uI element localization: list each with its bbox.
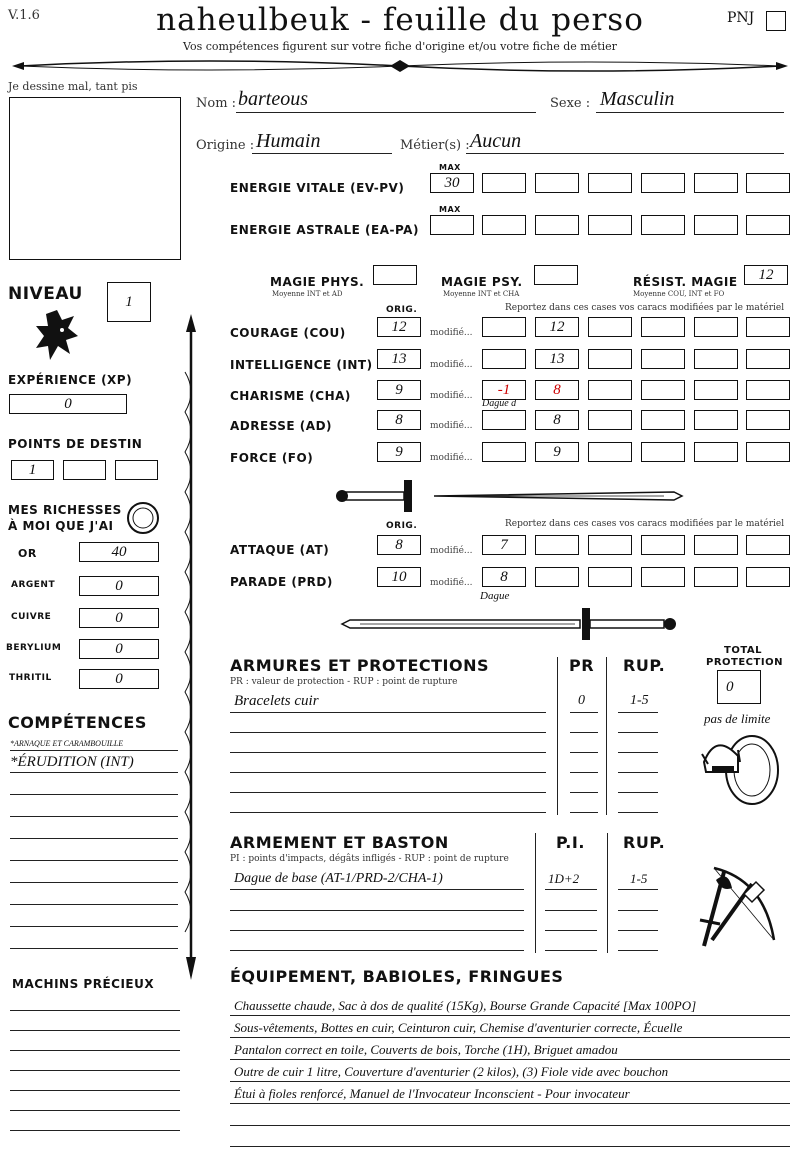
- modif-label: modifié...: [430, 453, 473, 463]
- modif-label: modifié...: [430, 328, 473, 338]
- ea-slot[interactable]: [641, 215, 685, 235]
- armure-line: [570, 812, 598, 813]
- sexe-label: Sexe :: [550, 96, 591, 111]
- combat-slot[interactable]: [641, 535, 685, 555]
- machins-line: [10, 1010, 180, 1011]
- carac-label: CHARISME (CHA): [230, 389, 351, 403]
- ev-slot[interactable]: [482, 173, 526, 193]
- carac-after[interactable]: 9: [535, 442, 579, 462]
- equipement-line: [230, 1015, 790, 1016]
- xp-value[interactable]: 0: [9, 394, 127, 414]
- carac-label: INTELLIGENCE (INT): [230, 358, 373, 372]
- carac-slot[interactable]: [694, 442, 738, 462]
- carac-mod[interactable]: [482, 410, 526, 430]
- carac-slot[interactable]: [746, 442, 790, 462]
- arme-line: [618, 910, 658, 911]
- ea-max-value[interactable]: [430, 215, 474, 235]
- pnj-label: PNJ: [727, 10, 755, 26]
- armures-divider: [606, 657, 607, 815]
- carac-slot[interactable]: [694, 380, 738, 400]
- arme-line: [545, 950, 597, 951]
- carac-after[interactable]: 8: [535, 410, 579, 430]
- armure-line: [230, 752, 546, 753]
- ev-slot[interactable]: [641, 173, 685, 193]
- armement-divider: [607, 833, 608, 953]
- ea-slot[interactable]: [746, 215, 790, 235]
- equipement-line-text[interactable]: Pantalon correct en toile, Couverts de bois, Torche (1H), Briguet amadou: [234, 1042, 618, 1057]
- competence-line: [10, 750, 178, 751]
- arme-line: [618, 889, 658, 890]
- nom-line: [236, 112, 536, 113]
- modif-label: modifié...: [430, 360, 473, 370]
- competence-line: [10, 860, 178, 861]
- carac-label: FORCE (FO): [230, 451, 314, 465]
- dague-note: Dague d: [482, 398, 517, 409]
- carac-mod[interactable]: [482, 317, 526, 337]
- equipement-title: ÉQUIPEMENT, BABIOLES, FRINGUES: [230, 967, 564, 986]
- weapons-icon: [694, 860, 784, 950]
- competence-line: [10, 794, 178, 795]
- equipement-line: [230, 1103, 790, 1104]
- carac-orig[interactable]: 12: [377, 317, 421, 337]
- attaque-mod[interactable]: 7: [482, 535, 526, 555]
- richesses-label-2: À MOI QUE J'AI: [8, 519, 114, 533]
- modif-label: modifié...: [430, 546, 473, 556]
- arme-line: [230, 950, 524, 951]
- carac-orig[interactable]: 9: [377, 380, 421, 400]
- arme-line: [618, 950, 658, 951]
- carac-slot[interactable]: [641, 442, 685, 462]
- equipement-line: [230, 1059, 790, 1060]
- equipement-line: [230, 1081, 790, 1082]
- sexe-value[interactable]: Masculin: [600, 88, 675, 110]
- carac-slot[interactable]: [746, 410, 790, 430]
- nom-value[interactable]: barteous: [238, 88, 308, 110]
- magie-psy-sub: Moyenne INT et CHA: [443, 290, 520, 298]
- version-label: V.1.6: [8, 8, 40, 23]
- metier-value[interactable]: Aucun: [470, 130, 522, 152]
- machins-line: [10, 1070, 180, 1071]
- portrait-label: Je dessine mal, tant pis: [8, 80, 138, 93]
- combat-slot[interactable]: [588, 535, 632, 555]
- argent-value[interactable]: 0: [79, 576, 159, 596]
- carac-after[interactable]: 12: [535, 317, 579, 337]
- helmet-shield-icon: [698, 726, 780, 810]
- ev-max-value[interactable]: 30: [430, 173, 474, 193]
- combat-slot[interactable]: [535, 567, 579, 587]
- resist-magie-label: RÉSIST. MAGIE: [633, 275, 738, 289]
- armure-line: [618, 772, 658, 773]
- carac-mod[interactable]: [482, 349, 526, 369]
- combat-slot[interactable]: [588, 567, 632, 587]
- niveau-value[interactable]: 1: [107, 282, 151, 322]
- combat-slot[interactable]: [694, 535, 738, 555]
- berylium-label: BERYLIUM: [6, 643, 62, 653]
- armement-col-rup: RUP.: [623, 833, 666, 852]
- combat-orig-label: ORIG.: [386, 521, 418, 531]
- equipement-line: [230, 1125, 790, 1126]
- origine-value[interactable]: Humain: [256, 130, 321, 152]
- armure-line: [570, 772, 598, 773]
- combat-slot[interactable]: [641, 567, 685, 587]
- resist-magie-sub: Moyenne COU, INT et FO: [633, 290, 725, 298]
- magie-phys-label: MAGIE PHYS.: [270, 275, 365, 289]
- combat-slot[interactable]: [694, 567, 738, 587]
- sword-icon: [334, 478, 684, 514]
- arme-line: [230, 910, 524, 911]
- modif-label: modifié...: [430, 421, 473, 431]
- destin-box[interactable]: 1: [11, 460, 54, 480]
- metier-line: [466, 153, 784, 154]
- machins-title: MACHINS PRÉCIEUX: [12, 977, 155, 991]
- carac-slot[interactable]: [641, 349, 685, 369]
- carac-orig[interactable]: 13: [377, 349, 421, 369]
- armement-title: ARMEMENT ET BASTON: [230, 833, 449, 852]
- page-title: naheulbeuk - feuille du perso: [156, 2, 644, 38]
- modif-label: modifié...: [430, 578, 473, 588]
- competence-line: [10, 948, 178, 949]
- armures-col-rup: RUP.: [623, 656, 666, 675]
- armures-title: ARMURES ET PROTECTIONS: [230, 656, 489, 675]
- ea-slot[interactable]: [482, 215, 526, 235]
- sexe-line: [596, 112, 784, 113]
- armure-line: [618, 812, 658, 813]
- armure-line: [618, 792, 658, 793]
- competences-title: COMPÉTENCES: [8, 713, 147, 732]
- protection-label: PROTECTION: [706, 657, 783, 668]
- armement-col-pi: P.I.: [556, 833, 585, 852]
- ea-slot[interactable]: [588, 215, 632, 235]
- dragon-icon: [32, 306, 82, 364]
- ev-label: ENERGIE VITALE (EV-PV): [230, 181, 405, 195]
- carac-mod[interactable]: [482, 442, 526, 462]
- armement-divider: [535, 833, 536, 953]
- equipement-line-text[interactable]: Étui à fioles renforcé, Manuel de l'Invocateur Inconscient - Pour invocateur: [234, 1086, 630, 1101]
- carac-slot[interactable]: [694, 349, 738, 369]
- berylium-value[interactable]: 0: [79, 639, 159, 659]
- or-value[interactable]: 40: [79, 542, 159, 562]
- carac-after[interactable]: 8: [535, 380, 579, 400]
- thritil-value[interactable]: 0: [79, 669, 159, 689]
- carac-slot[interactable]: [694, 410, 738, 430]
- machins-line: [10, 1130, 180, 1131]
- ea-max-label: MAX: [439, 205, 461, 214]
- carac-slot[interactable]: [588, 442, 632, 462]
- competence-line: [10, 816, 178, 817]
- armure-line: [570, 732, 598, 733]
- nom-label: Nom :: [196, 96, 237, 111]
- thritil-label: THRITIL: [9, 673, 52, 683]
- armure-line: [570, 792, 598, 793]
- equipement-line: [230, 1146, 790, 1147]
- armure-line: [230, 772, 546, 773]
- carac-slot[interactable]: [588, 410, 632, 430]
- armure-line: [570, 752, 598, 753]
- magie-psy-value[interactable]: [534, 265, 578, 285]
- carac-orig[interactable]: 9: [377, 442, 421, 462]
- total-label: TOTAL: [724, 645, 762, 656]
- machins-line: [10, 1030, 180, 1031]
- equipement-line: [230, 1037, 790, 1038]
- ea-slot[interactable]: [535, 215, 579, 235]
- ev-slot[interactable]: [746, 173, 790, 193]
- total-protection-value[interactable]: 0: [717, 670, 761, 704]
- destin-box[interactable]: [63, 460, 106, 480]
- arme-line: [545, 889, 597, 890]
- ev-max-label: MAX: [439, 163, 461, 172]
- carac-slot[interactable]: [641, 410, 685, 430]
- dague-note: Dague: [480, 590, 510, 602]
- parade-label: PARADE (PRD): [230, 575, 333, 589]
- carac-slot[interactable]: [746, 349, 790, 369]
- armement-sub: PI : points d'impacts, dégâts infligés - RUP : point de rupture: [230, 854, 509, 864]
- modif-label: modifié...: [430, 391, 473, 401]
- destin-label: POINTS DE DESTIN: [8, 437, 143, 451]
- machins-line: [10, 1110, 180, 1111]
- armure-name[interactable]: Bracelets cuir: [234, 693, 319, 709]
- arme-line: [618, 930, 658, 931]
- armure-line: [618, 712, 658, 713]
- cuivre-label: CUIVRE: [11, 612, 52, 622]
- metier-label: Métier(s) :: [400, 138, 470, 153]
- armure-line: [618, 732, 658, 733]
- carac-slot[interactable]: [588, 380, 632, 400]
- arme-pi[interactable]: 1D+2: [548, 871, 580, 886]
- carac-orig-label: ORIG.: [386, 305, 418, 315]
- armure-line: [230, 812, 546, 813]
- carac-slot[interactable]: [641, 317, 685, 337]
- armure-line: [230, 792, 546, 793]
- machins-line: [10, 1050, 180, 1051]
- carac-label: ADRESSE (AD): [230, 419, 333, 433]
- carac-orig[interactable]: 8: [377, 410, 421, 430]
- carac-slot[interactable]: [588, 317, 632, 337]
- equipement-line-text[interactable]: Sous-vêtements, Bottes en cuir, Ceinturon cuir, Chemise d'aventurier correcte, Écuelle: [234, 1020, 683, 1035]
- equipement-line-text[interactable]: Outre de cuir 1 litre, Couverture d'aventurier (2 kilos), (3) Fiole vide avec bouchon: [234, 1064, 669, 1079]
- competence-line: [10, 772, 178, 773]
- pas-de-limite: pas de limite: [704, 711, 771, 726]
- niveau-label: NIVEAU: [8, 284, 83, 304]
- armures-divider: [557, 657, 558, 815]
- competence-line: [10, 838, 178, 839]
- combat-slot[interactable]: [535, 535, 579, 555]
- origine-line: [252, 153, 392, 154]
- competence-line: [10, 904, 178, 905]
- or-label: OR: [18, 547, 37, 560]
- competence-line: [10, 926, 178, 927]
- arme-line: [230, 889, 524, 890]
- destin-box[interactable]: [115, 460, 158, 480]
- arme-name[interactable]: Dague de base (AT-1/PRD-2/CHA-1): [234, 871, 443, 886]
- origine-label: Origine :: [196, 138, 255, 153]
- richesses-label-1: MES RICHESSES: [8, 503, 122, 517]
- carac-slot[interactable]: [641, 380, 685, 400]
- parade-mod[interactable]: 8: [482, 567, 526, 587]
- armures-col-pr: PR: [569, 656, 595, 675]
- portrait-box[interactable]: [9, 97, 181, 260]
- carac-mod[interactable]: -1: [482, 380, 526, 400]
- carac-after[interactable]: 13: [535, 349, 579, 369]
- xp-label: EXPÉRIENCE (XP): [8, 373, 133, 387]
- machins-line: [10, 1090, 180, 1091]
- magie-phys-value[interactable]: [373, 265, 417, 285]
- attaque-label: ATTAQUE (AT): [230, 543, 330, 557]
- magie-phys-sub: Moyenne INT et AD: [272, 290, 343, 298]
- arme-line: [545, 910, 597, 911]
- ev-slot[interactable]: [694, 173, 738, 193]
- arme-line: [545, 930, 597, 931]
- pnj-checkbox[interactable]: [766, 11, 786, 31]
- resist-magie-value[interactable]: 12: [744, 265, 788, 285]
- ev-slot[interactable]: [535, 173, 579, 193]
- armure-pr[interactable]: 0: [578, 693, 585, 708]
- armure-line: [230, 712, 546, 713]
- combat-slot[interactable]: [746, 567, 790, 587]
- parade-orig[interactable]: 10: [377, 567, 421, 587]
- carac-note: Reportez dans ces cases vos caracs modifiées par le matériel: [505, 303, 785, 313]
- arme-rup[interactable]: 1-5: [630, 871, 648, 886]
- carac-slot[interactable]: [694, 317, 738, 337]
- ev-slot[interactable]: [588, 173, 632, 193]
- ea-slot[interactable]: [694, 215, 738, 235]
- argent-label: ARGENT: [11, 580, 56, 590]
- spear-icon: [180, 312, 202, 982]
- competence-item[interactable]: *ARNAQUE ET CARAMBOUILLE: [10, 739, 124, 748]
- arme-line: [230, 930, 524, 931]
- ea-label: ENERGIE ASTRALE (EA-PA): [230, 223, 419, 237]
- equipement-line-text[interactable]: Chaussette chaude, Sac à dos de qualité (15Kg), Bourse Grande Capacité [Max 100PO]: [234, 998, 697, 1013]
- armures-sub: PR : valeur de protection - RUP : point de rupture: [230, 677, 458, 687]
- armure-line: [230, 732, 546, 733]
- armure-rup[interactable]: 1-5: [630, 693, 649, 708]
- armure-line: [618, 752, 658, 753]
- magie-psy-label: MAGIE PSY.: [441, 275, 523, 289]
- attaque-orig[interactable]: 8: [377, 535, 421, 555]
- combat-slot[interactable]: [746, 535, 790, 555]
- competence-line: [10, 882, 178, 883]
- carac-label: COURAGE (COU): [230, 326, 346, 340]
- combat-note: Reportez dans ces cases vos caracs modifiées par le matériel: [505, 519, 785, 529]
- header-ornament: [10, 52, 790, 80]
- cuivre-value[interactable]: 0: [79, 608, 159, 628]
- carac-slot[interactable]: [746, 317, 790, 337]
- coin-icon: [126, 501, 160, 535]
- sword-icon: [340, 606, 680, 642]
- armure-line: [570, 712, 598, 713]
- carac-slot[interactable]: [746, 380, 790, 400]
- page-subtitle: Vos compétences figurent sur votre fiche d'origine et/ou votre fiche de métier: [183, 40, 617, 53]
- competence-item[interactable]: *ÉRUDITION (INT): [10, 754, 134, 770]
- carac-slot[interactable]: [588, 349, 632, 369]
